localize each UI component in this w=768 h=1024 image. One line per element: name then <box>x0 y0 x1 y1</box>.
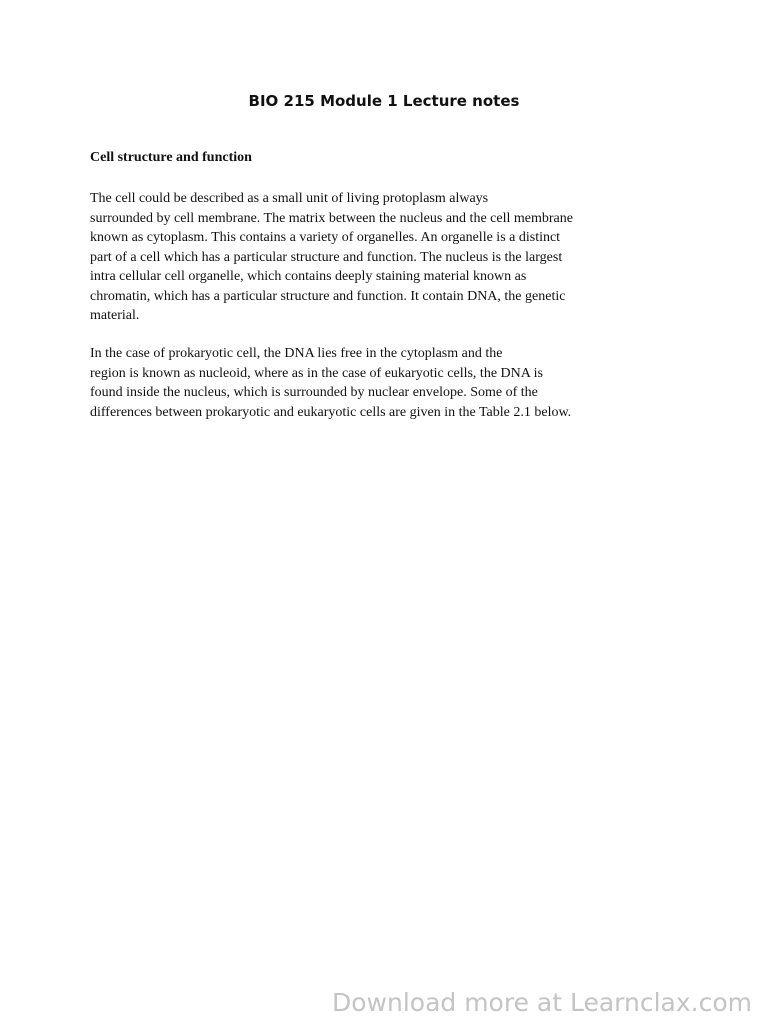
paragraph-prokaryotic-eukaryotic <box>90 344 630 422</box>
document-title: BIO 215 Module 1 Lecture notes <box>248 92 520 110</box>
text-line: In the case of prokaryotic cell, the DNA lies free in the cytoplasm and the <box>90 346 503 361</box>
text-line: material. <box>90 308 140 323</box>
watermark-text: Download more at Learnclax.com <box>331 988 752 1017</box>
text-line: differences between prokaryotic and eukaryotic cells are given in the Table 2.1 below. <box>90 404 572 420</box>
text-line: chromatin, which has a particular structure and function. It contain DNA, the genetic <box>90 288 566 304</box>
text-line: part of a cell which has a particular structure and function. The nucleus is the largest <box>90 249 563 265</box>
text-line: surrounded by cell membrane. The matrix between the nucleus and the cell membrane <box>90 210 573 226</box>
text-line: region is known as nucleoid, where as in the case of eukaryotic cells, the DNA is <box>90 365 543 381</box>
text-line: known as cytoplasm. This contains a variety of organelles. An organelle is a distinct <box>90 230 561 245</box>
text-line: The cell could be described as a small unit of living protoplasm always <box>90 191 489 206</box>
section-heading: Cell structure and function <box>90 150 252 165</box>
text-line: found inside the nucleus, which is surrounded by nuclear envelope. Some of the <box>90 385 538 400</box>
paragraph-cell-description <box>90 189 630 326</box>
text-line: intra cellular cell organelle, which contains deeply staining material known as <box>90 269 527 284</box>
